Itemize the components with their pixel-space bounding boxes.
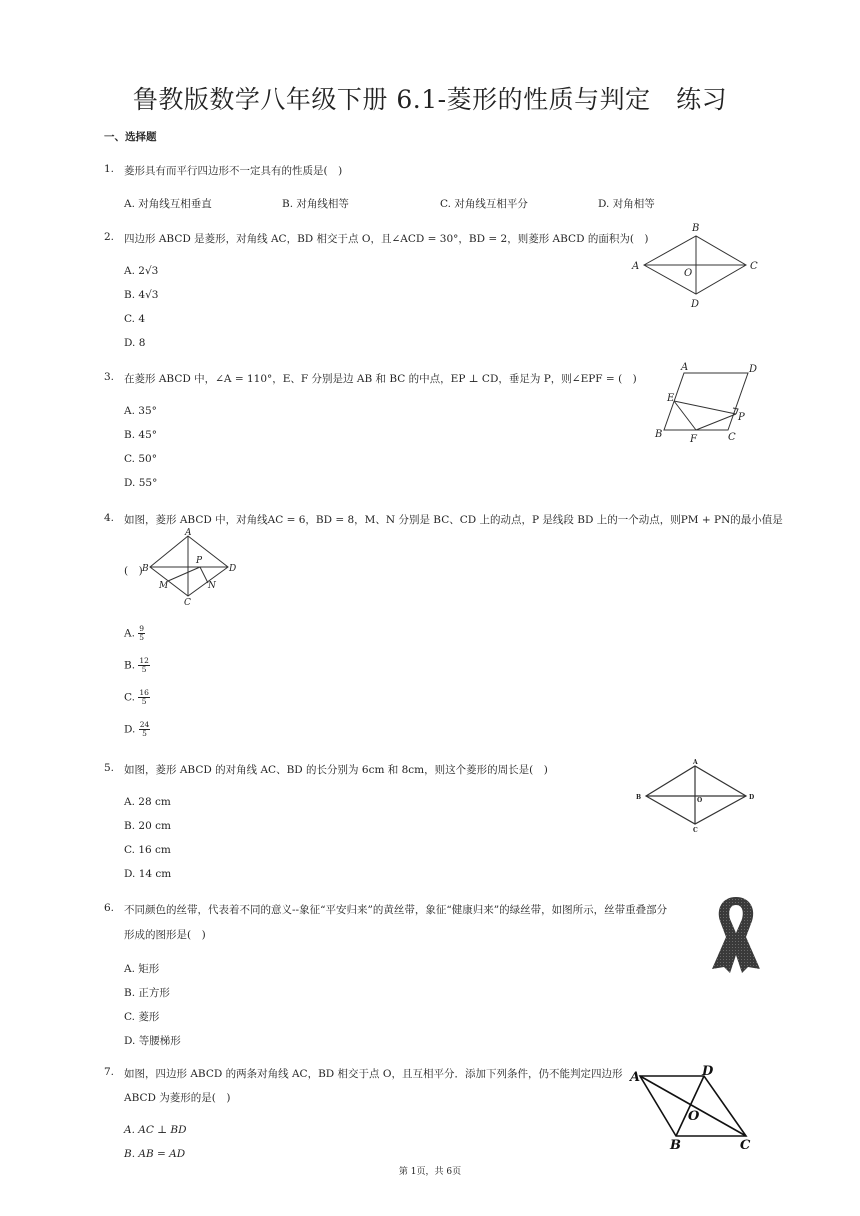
label-p: P [196, 556, 203, 566]
option-d: D. 55° [124, 477, 158, 489]
label-e: E [667, 393, 675, 404]
label-b: B [142, 564, 149, 574]
option-c: C. 对角线互相平分 [440, 198, 528, 210]
question-stem-continued: ( ) [124, 565, 143, 577]
option-a: A. $\frac{9}{5}$ [124, 624, 145, 642]
question-stem: 如图，菱形 ABCD 的对角线 AC、BD 的长分别为 6cm 和 8cm，则这个菱形的周长是( ) [124, 764, 548, 776]
label-o: O [684, 268, 693, 279]
page-footer: 第 1页，共 6页 [398, 1167, 462, 1177]
question-stem: 如图，菱形 ABCD 中，对角线AC = 6，BD = 8，M、N 分别是 BC、CD 上的动点，P 是线段 BD 上的一个动点，则PM + PN的最小值是 [124, 514, 783, 526]
option-c: C. 4 [124, 313, 146, 325]
label-d: D [749, 364, 758, 375]
rhombus-figure-q7 [628, 1060, 762, 1152]
rhombus-figure-q3 [650, 360, 766, 446]
option-a: A. 矩形 [124, 963, 160, 975]
label-a: A [681, 362, 689, 373]
option-d: D. 8 [124, 337, 146, 349]
label-f: F [690, 434, 697, 445]
label-b: B [692, 223, 700, 234]
label-a: A [632, 261, 640, 272]
question-stem-continued: ABCD 为菱形的是( ) [124, 1092, 231, 1104]
label-n: N [208, 581, 216, 591]
option-a: A. 对角线互相垂直 [124, 198, 212, 210]
rhombus-figure-q5 [632, 756, 762, 836]
question-stem: 菱形具有而平行四边形不一定具有的性质是( ) [124, 165, 343, 177]
label-a: A [630, 1070, 641, 1085]
label-o: O [697, 797, 703, 804]
label-o: O [688, 1109, 700, 1124]
option-b: B. 45° [124, 429, 158, 441]
option-a: A. 28 cm [124, 796, 171, 808]
option-b: B. 正方形 [124, 987, 170, 999]
option-d: D. 对角相等 [598, 198, 655, 210]
option-c: C. 16 cm [124, 844, 171, 856]
question-number: 1. [104, 163, 115, 175]
ribbon-icon [708, 893, 764, 975]
label-p: P [738, 412, 745, 423]
option-b: B. 4√3 [124, 289, 159, 301]
question-number: 4. [104, 512, 115, 524]
label-c: C [184, 598, 191, 606]
question-number: 6. [104, 902, 115, 914]
fraction: $\frac{16}{5}$ [139, 688, 149, 706]
label-a: A [185, 528, 192, 538]
label-c: C [750, 261, 758, 272]
option-d: D. 等腰梯形 [124, 1035, 181, 1047]
option-a: A. AC ⊥ BD [124, 1124, 187, 1136]
fraction: $\frac{12}{5}$ [139, 656, 149, 674]
label-c: C [740, 1138, 751, 1152]
label-m: M [159, 581, 169, 591]
label-b: B [636, 794, 642, 801]
label-b: B [655, 429, 663, 440]
question-number: 2. [104, 231, 115, 243]
option-c: C. 菱形 [124, 1011, 160, 1023]
option-b: B. $\frac{12}{5}$ [124, 656, 149, 674]
label-a: A [693, 759, 698, 766]
label-d: D [749, 794, 755, 801]
rhombus-figure-q2 [628, 218, 766, 314]
section-heading: 一、选择题 [104, 131, 157, 143]
question-stem: 如图，四边形 ABCD 的两条对角线 AC，BD 相交于点 O，且互相平分．添加下列条件，仍不能判定四边形 [124, 1068, 623, 1080]
label-c: C [693, 827, 698, 834]
question-stem: 不同颜色的丝带，代表着不同的意义--象征“平安归来”的黄丝带，象征“健康归来”的绿丝带，如图所示，丝带重叠部分 [124, 904, 668, 916]
question-number: 7. [104, 1066, 115, 1078]
label-c: C [728, 432, 736, 443]
label-d: D [229, 564, 237, 574]
label-d: D [691, 299, 700, 310]
option-b: B. AB = AD [124, 1148, 186, 1160]
option-d: D. $\frac{24}{5}$ [124, 720, 150, 738]
option-c: C. $\frac{16}{5}$ [124, 688, 149, 706]
fraction: $\frac{24}{5}$ [139, 720, 150, 738]
option-c: C. 50° [124, 453, 157, 465]
document-title: 鲁教版数学八年级下册 6.1-菱形的性质与判定 练习 [132, 85, 728, 114]
option-d: D. 14 cm [124, 868, 172, 880]
question-number: 5. [104, 762, 115, 774]
option-b: B. 对角线相等 [282, 198, 349, 210]
question-stem: 在菱形 ABCD 中，∠A = 110°，E、F 分别是边 AB 和 BC 的中点，EP ⊥ CD，垂足为 P，则∠EPF = ( ) [124, 373, 637, 385]
label-d: D [702, 1064, 714, 1079]
question-number: 3. [104, 371, 115, 383]
rhombus-figure-q4 [138, 528, 242, 606]
question-stem: 四边形 ABCD 是菱形，对角线 AC，BD 相交于点 O，且∠ACD = 30°，BD = 2，则菱形 ABCD 的面积为( ) [124, 233, 649, 245]
option-b: B. 20 cm [124, 820, 171, 832]
label-b: B [670, 1138, 681, 1152]
option-a: A. 35° [124, 405, 157, 417]
option-a: A. 2√3 [124, 265, 159, 277]
question-stem-continued: 形成的图形是( ) [124, 929, 206, 941]
fraction: $\frac{9}{5}$ [139, 624, 145, 642]
